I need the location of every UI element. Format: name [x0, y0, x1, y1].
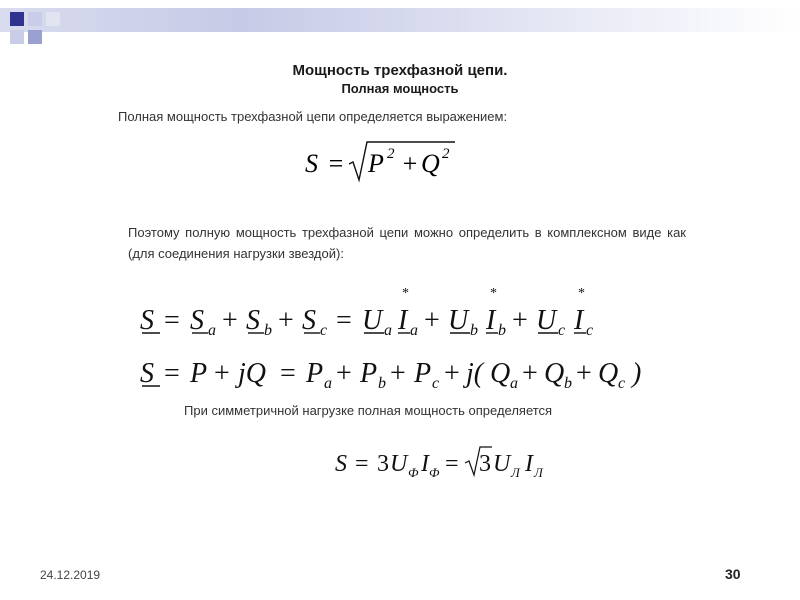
decor-square [46, 12, 60, 26]
formula-symbol: P [368, 149, 384, 178]
formula-subscript: Ф [429, 465, 440, 480]
formula-symbol: Q [598, 358, 619, 389]
formula-symbol: S [302, 305, 316, 336]
formula-symbol: = [355, 451, 369, 477]
decor-square [28, 12, 42, 26]
formula-symmetric-power [335, 441, 575, 487]
page-number: 30 [725, 566, 741, 582]
slide-subtitle: Полная мощность [341, 81, 459, 96]
formula-symbol: = [336, 305, 352, 336]
formula-symbol: U [493, 451, 511, 477]
formula-symbol: P [190, 358, 208, 389]
formula-exponent: 2 [442, 146, 450, 162]
formula-subscript: a [208, 322, 216, 339]
formula-subscript: b [378, 375, 386, 392]
formula-symbol: j( [466, 358, 484, 389]
formula-subscript: c [320, 322, 328, 339]
symmetric-note: При симметричной нагрузке полная мощность определяется [184, 403, 553, 418]
formula-subscript: c [618, 375, 626, 392]
formula-symbol: = [164, 358, 180, 389]
formula-exponent: 2 [387, 146, 395, 162]
formula-symbol: I [398, 305, 408, 336]
formula-subscript: a [384, 322, 392, 339]
formula-subscript: b [470, 322, 478, 339]
formula-symbol: = [164, 305, 180, 336]
formula-subscript: a [410, 322, 418, 339]
formula-complex-components [140, 350, 650, 396]
formula-symbol: Q [490, 358, 511, 389]
formula-symbol: + [512, 305, 528, 336]
formula-symbol: 3 [377, 451, 389, 477]
header-band [0, 8, 800, 32]
formula-symbol: 3 [479, 451, 491, 477]
formula-symbol: P [414, 358, 432, 389]
formula-symbol: I [525, 451, 533, 477]
formula-symbol: S [140, 358, 154, 389]
footer-date: 24.12.2019 [40, 568, 101, 582]
formula-subscript: a [510, 375, 518, 392]
formula-subscript: c [586, 322, 594, 339]
formula-symbol: S [335, 451, 347, 477]
formula-symbol: + [336, 358, 352, 389]
formula-symbol: I [574, 305, 584, 336]
formula-symbol: P [360, 358, 378, 389]
formula-subscript: a [324, 375, 332, 392]
formula-symbol: S [246, 305, 260, 336]
formula-symbol: + [401, 149, 419, 178]
formula-symbol: + [522, 358, 538, 389]
formula-symbol: + [444, 358, 460, 389]
formula-symbol: + [278, 305, 294, 336]
formula-symbol: jQ [238, 358, 266, 389]
formula-symbol: U [390, 451, 408, 477]
formula-symbol: S [305, 149, 318, 178]
formula-apparent-power [305, 138, 485, 188]
formula-symbol: I [486, 305, 496, 336]
formula-subscript: b [564, 375, 572, 392]
formula-subscript: b [498, 322, 506, 339]
formula-symbol: S [140, 305, 154, 336]
formula-symbol: Q [544, 358, 565, 389]
decor-square [10, 30, 24, 44]
formula-symbol: + [424, 305, 440, 336]
formula-subscript: Ф [408, 465, 419, 480]
formula-symbol: ) [632, 358, 642, 389]
formula-symbol: + [214, 358, 230, 389]
formula-symbol: Q [421, 149, 440, 178]
decor-square [28, 30, 42, 44]
formula-symbol: = [445, 451, 459, 477]
formula-subscript: c [558, 322, 566, 339]
formula-symbol: + [390, 358, 406, 389]
formula-complex-sum [140, 285, 640, 341]
formula-subscript: Л [511, 465, 520, 480]
intro-text: Полная мощность трехфазной цепи определяется выражением: [118, 109, 508, 124]
formula-conjugate-mark: * [402, 286, 409, 301]
formula-conjugate-mark: * [490, 286, 497, 301]
formula-symbol: U [362, 305, 383, 336]
formula-symbol: P [306, 358, 324, 389]
formula-subscript: Л [534, 465, 543, 480]
decor-square [10, 12, 24, 26]
formula-subscript: c [432, 375, 440, 392]
formula-symbol: = [327, 149, 345, 178]
formula-symbol: I [421, 451, 429, 477]
formula-symbol: U [536, 305, 557, 336]
formula-subscript: b [264, 322, 272, 339]
paragraph-text: Поэтому полную мощность трехфазной цепи можно определить в комплексном виде как (для соединения нагрузки звездой): [128, 225, 686, 261]
formula-symbol: + [576, 358, 592, 389]
slide-title: Мощность трехфазной цепи. [292, 62, 508, 79]
formula-conjugate-mark: * [578, 286, 585, 301]
formula-symbol: = [280, 358, 296, 389]
formula-symbol: S [190, 305, 204, 336]
formula-symbol: + [222, 305, 238, 336]
formula-symbol: U [448, 305, 469, 336]
